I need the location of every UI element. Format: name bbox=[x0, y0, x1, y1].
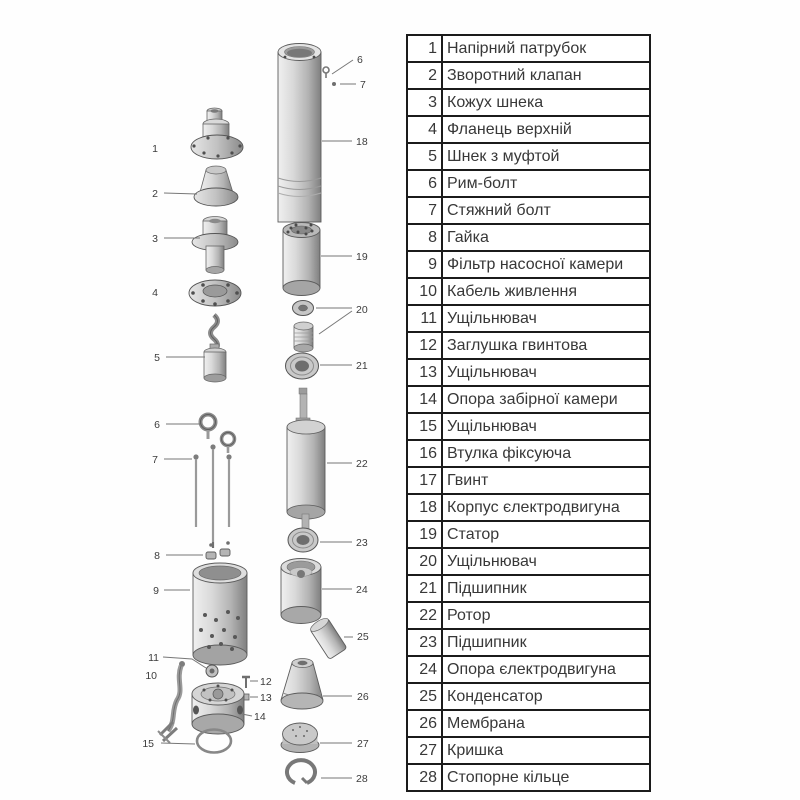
part-name-cell: Зворотний клапан bbox=[447, 67, 582, 84]
callout-12: 12 bbox=[260, 676, 272, 688]
part-name-cell: Статор bbox=[447, 526, 500, 543]
table-row bbox=[408, 574, 649, 601]
table-row bbox=[408, 304, 649, 331]
callout-1: 1 bbox=[152, 143, 158, 155]
part-name-cell: Кришка bbox=[447, 742, 504, 759]
part-number-cell: 2 bbox=[408, 63, 443, 88]
part-number-cell: 24 bbox=[408, 657, 443, 682]
part-nuts bbox=[206, 541, 230, 559]
callout-7-left: 7 bbox=[152, 454, 158, 466]
part-number-cell: 1 bbox=[408, 36, 443, 61]
part-tie-bolt-mounted bbox=[332, 82, 336, 86]
part-cap bbox=[281, 723, 319, 753]
part-number-cell: 16 bbox=[408, 441, 443, 466]
part-number-cell: 14 bbox=[408, 387, 443, 412]
callout-26: 26 bbox=[357, 691, 369, 703]
part-number-cell: 20 bbox=[408, 549, 443, 574]
part-name-cell: Шнек з муфтой bbox=[447, 148, 560, 165]
part-name-cell: Стяжний болт bbox=[447, 202, 551, 219]
part-name-cell: Втулка фіксуюча bbox=[447, 445, 572, 462]
callout-7-top: 7 bbox=[360, 79, 366, 91]
callout-19: 19 bbox=[356, 251, 368, 263]
part-name-cell: Опора єлектродвигуна bbox=[447, 661, 616, 678]
part-number-cell: 27 bbox=[408, 738, 443, 763]
callout-4: 4 bbox=[152, 287, 158, 299]
part-number-cell: 8 bbox=[408, 225, 443, 250]
part-number-cell: 5 bbox=[408, 144, 443, 169]
part-name-cell: Корпус єлектродвигуна bbox=[447, 499, 620, 516]
part-name-cell: Ущільнювач bbox=[447, 310, 537, 327]
part-intake-chamber-support bbox=[192, 683, 244, 734]
table-row bbox=[408, 385, 649, 412]
part-number-cell: 3 bbox=[408, 90, 443, 115]
table-row bbox=[408, 736, 649, 763]
part-number-cell: 22 bbox=[408, 603, 443, 628]
callout-6-top: 6 bbox=[357, 54, 363, 66]
table-row bbox=[408, 547, 649, 574]
table-row bbox=[408, 520, 649, 547]
callout-3: 3 bbox=[152, 233, 158, 245]
callout-14: 14 bbox=[254, 711, 266, 723]
part-number-cell: 10 bbox=[408, 279, 443, 304]
part-number-cell: 4 bbox=[408, 117, 443, 142]
part-name-cell: Фланець верхній bbox=[447, 121, 572, 138]
part-threaded-plug bbox=[294, 322, 313, 352]
table-row bbox=[408, 115, 649, 142]
part-number-cell: 19 bbox=[408, 522, 443, 547]
part-motor-housing bbox=[278, 44, 321, 223]
part-number-cell: 13 bbox=[408, 360, 443, 385]
part-name-cell: Заглушка гвинтова bbox=[447, 337, 588, 354]
part-seal-grommet bbox=[206, 665, 218, 677]
part-name-cell: Ущільнювач bbox=[447, 553, 537, 570]
table-row bbox=[408, 61, 649, 88]
callout-23: 23 bbox=[356, 537, 368, 549]
part-number-cell: 17 bbox=[408, 468, 443, 493]
part-eye-bolt-mounted bbox=[323, 67, 329, 78]
part-seal-ring bbox=[293, 301, 314, 316]
part-name-cell: Конденсатор bbox=[447, 688, 543, 705]
part-lower-bearing bbox=[288, 528, 318, 552]
part-name-cell: Підшипник bbox=[447, 580, 527, 597]
table-row bbox=[408, 169, 649, 196]
leader-lines bbox=[161, 60, 356, 778]
part-number-cell: 28 bbox=[408, 765, 443, 790]
part-upper-bearing bbox=[286, 353, 319, 379]
table-row bbox=[408, 412, 649, 439]
table-row bbox=[408, 709, 649, 736]
callout-11: 11 bbox=[148, 652, 159, 664]
callout-22: 22 bbox=[356, 458, 368, 470]
callout-5: 5 bbox=[154, 352, 160, 364]
part-membrane bbox=[281, 659, 323, 710]
part-name-cell: Фільтр насосної камери bbox=[447, 256, 624, 273]
part-name-cell: Ущільнювач bbox=[447, 364, 537, 381]
part-eye-bolts bbox=[201, 415, 235, 454]
callout-18: 18 bbox=[356, 136, 368, 148]
table-row bbox=[408, 88, 649, 115]
table-row bbox=[408, 763, 649, 790]
table-row bbox=[408, 628, 649, 655]
part-number-cell: 12 bbox=[408, 333, 443, 358]
part-motor-support bbox=[281, 559, 321, 624]
callout-15: 15 bbox=[142, 738, 154, 750]
part-number-cell: 7 bbox=[408, 198, 443, 223]
part-auger-with-coupling bbox=[204, 315, 226, 382]
callout-2: 2 bbox=[152, 188, 158, 200]
callout-labels bbox=[142, 54, 369, 785]
part-discharge-nozzle bbox=[191, 108, 243, 159]
part-check-valve bbox=[194, 166, 238, 206]
table-row bbox=[408, 601, 649, 628]
part-number-cell: 6 bbox=[408, 171, 443, 196]
part-name-cell: Кабель живлення bbox=[447, 283, 578, 300]
part-screw-casing-adapter bbox=[192, 217, 238, 274]
callout-9: 9 bbox=[153, 585, 159, 597]
callout-28: 28 bbox=[356, 773, 368, 785]
callout-6-left: 6 bbox=[154, 419, 160, 431]
part-number-cell: 11 bbox=[408, 306, 443, 331]
callout-8: 8 bbox=[154, 550, 160, 562]
table-row bbox=[408, 682, 649, 709]
part-number-cell: 9 bbox=[408, 252, 443, 277]
callout-20: 20 bbox=[356, 304, 368, 316]
part-name-cell: Гайка bbox=[447, 229, 489, 246]
part-name-cell: Мембрана bbox=[447, 715, 525, 732]
part-name-cell: Підшипник bbox=[447, 634, 527, 651]
callout-25: 25 bbox=[357, 631, 369, 643]
part-name-cell: Кожух шнека bbox=[447, 94, 544, 111]
callout-27: 27 bbox=[357, 738, 369, 750]
part-screw-plug bbox=[242, 677, 250, 688]
table-row bbox=[408, 196, 649, 223]
part-power-cable bbox=[158, 661, 185, 743]
part-name-cell: Опора забірної камери bbox=[447, 391, 618, 408]
table-row bbox=[408, 466, 649, 493]
part-tie-bolts bbox=[193, 444, 231, 548]
table-row bbox=[408, 142, 649, 169]
table-row bbox=[408, 331, 649, 358]
table-row bbox=[408, 439, 649, 466]
table-row bbox=[408, 223, 649, 250]
table-row bbox=[408, 493, 649, 520]
parts-table bbox=[406, 34, 651, 792]
table-row bbox=[408, 358, 649, 385]
part-name-cell: Ротор bbox=[447, 607, 491, 624]
part-retaining-ring bbox=[287, 760, 315, 783]
part-name-cell: Рим-болт bbox=[447, 175, 518, 192]
part-rotor bbox=[287, 388, 325, 547]
part-number-cell: 15 bbox=[408, 414, 443, 439]
table-row bbox=[408, 250, 649, 277]
callout-10: 10 bbox=[145, 670, 157, 682]
part-number-cell: 25 bbox=[408, 684, 443, 709]
table-row bbox=[408, 36, 649, 61]
callout-13: 13 bbox=[260, 692, 272, 704]
table-row bbox=[408, 655, 649, 682]
part-name-cell: Напірний патрубок bbox=[447, 40, 587, 57]
part-upper-flange bbox=[189, 280, 241, 306]
part-name-cell: Гвинт bbox=[447, 472, 489, 489]
part-name-cell: Ущільнювач bbox=[447, 418, 537, 435]
part-stator bbox=[283, 223, 320, 296]
part-pump-chamber-filter bbox=[193, 563, 247, 665]
table-row bbox=[408, 277, 649, 304]
callout-21: 21 bbox=[356, 360, 368, 372]
part-number-cell: 21 bbox=[408, 576, 443, 601]
callout-24: 24 bbox=[356, 584, 368, 596]
part-number-cell: 18 bbox=[408, 495, 443, 520]
part-capacitor bbox=[308, 616, 347, 660]
part-number-cell: 26 bbox=[408, 711, 443, 736]
part-name-cell: Стопорне кільце bbox=[447, 769, 570, 786]
part-number-cell: 23 bbox=[408, 630, 443, 655]
